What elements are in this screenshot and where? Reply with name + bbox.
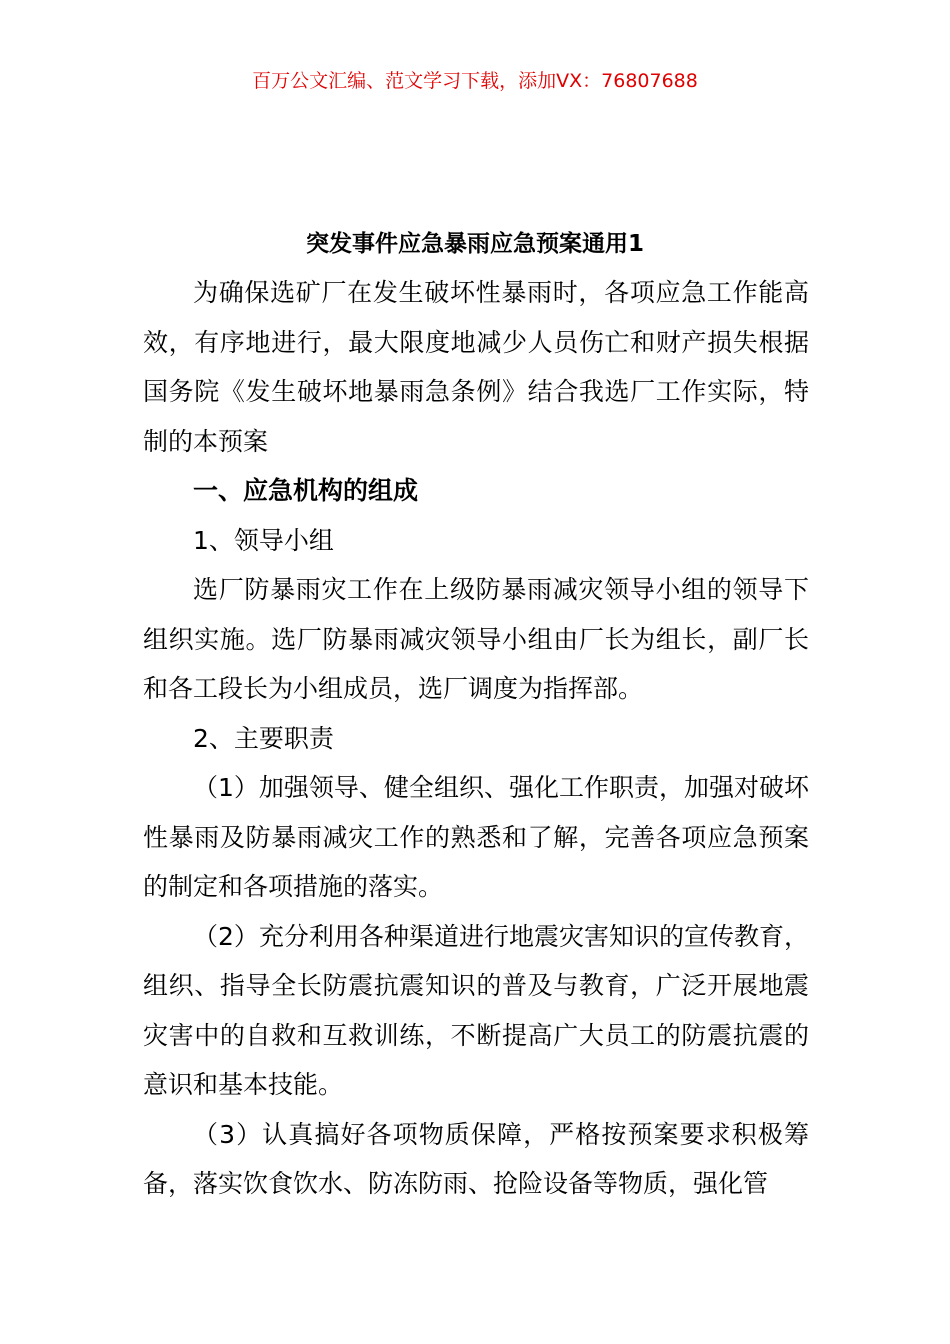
subsection-heading: 1、领导小组 xyxy=(193,525,334,555)
document-body xyxy=(143,268,809,1209)
body-paragraph: 选厂防暴雨灾工作在上级防暴雨减灾领导小组的领导下组织实施。选厂防暴雨减灾领导小组由厂长为组长，副厂长和各工段长为小组成员，选厂调度为指挥部。 xyxy=(143,575,809,703)
body-paragraph: （2）充分利用各种渠道进行地震灾害知识的宣传教育，组织、指导全长防震抗震知识的普及与教育，广泛开展地震灾害中的自救和互救训练，不断提高广大员工的防震抗震的意识和基本技能。 xyxy=(143,921,809,1099)
body-paragraph: （3）认真搞好各项物质保障，严格按预案要求积极筹备，落实饮食饮水、防冻防雨、抢险设备等物质，强化管 xyxy=(143,1119,809,1198)
document-title: 突发事件应急暴雨应急预案通用1 xyxy=(305,231,644,257)
body-paragraph: （1）加强领导、健全组织、强化工作职责，加强对破坏性暴雨及防暴雨减灾工作的熟悉和了解，完善各项应急预案的制定和各项措施的落实。 xyxy=(143,773,809,901)
header-watermark: 百万公文汇编、范文学习下载，添加VX：76807688 xyxy=(252,70,698,92)
section-heading: 一、应急机构的组成 xyxy=(193,476,419,505)
intro-paragraph: 为确保选矿厂在发生破坏性暴雨时，各项应急工作能高效，有序地进行，最大限度地减少人员伤亡和财产损失根据国务院《发生破坏地暴雨急条例》结合我选厂工作实际，特制的本预案 xyxy=(143,278,809,456)
subsection-heading: 2、主要职责 xyxy=(193,723,334,753)
